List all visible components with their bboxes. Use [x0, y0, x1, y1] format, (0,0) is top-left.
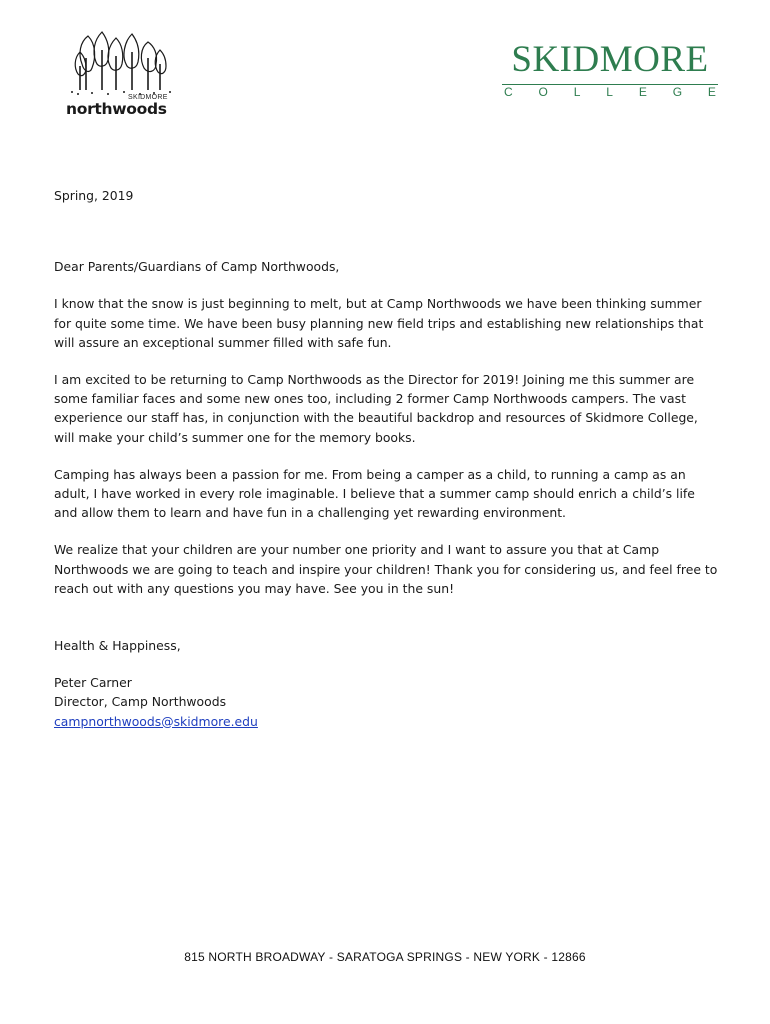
signature-title: Director, Camp Northwoods: [54, 694, 227, 710]
college-letter: E: [707, 85, 716, 99]
college-wordmark: [500, 85, 720, 100]
college-letter: O: [538, 85, 548, 99]
email-link[interactable]: campnorthwoods@skidmore.edu: [54, 713, 258, 729]
college-letter: E: [638, 85, 647, 99]
college-letter: L: [573, 85, 581, 99]
letter-salutation: Dear Parents/Guardians of Camp Northwoods,: [54, 259, 340, 275]
college-letter: G: [672, 85, 683, 99]
footer-address: 815 NORTH BROADWAY - SARATOGA SPRINGS - NEW YORK - 12866: [184, 950, 586, 964]
college-letter: L: [606, 85, 613, 99]
college-letter: C: [504, 85, 513, 99]
letter-paragraph: I know that the snow is just beginning to melt, but at Camp Northwoods we have been thinking summer for quite some time. We have been busy planning new field trips and establishing new relationships that will assure an exceptional summer filled with safe fun.: [54, 296, 704, 350]
trees-logo-icon: [62, 28, 184, 100]
signature-name: Peter Carner: [54, 675, 132, 691]
letter-paragraph: I am excited to be returning to Camp Northwoods as the Director for 2019! Joining me this summer are some familiar faces and some new ones too, including 2 former Camp Northwoods campers. The vast experience our staff has, in conjunction with the beautiful backdrop and resources of Skidmore College, will make your child’s summer one for the memory books.: [54, 372, 698, 445]
skidmore-wordmark: SKIDMORE: [511, 39, 709, 80]
northwoods-logo-wordmark: northwoods: [66, 100, 167, 118]
letter-paragraph: Camping has always been a passion for me. From being a camper as a child, to running a camp as an adult, I have worked in every role imaginable. I believe that a summer camp should enrich a child’s life and allow them to learn and have fun in a challenging yet rewarding environment.: [54, 466, 695, 521]
northwoods-logo-small-text: SKIDMORE: [128, 94, 168, 101]
letter-paragraph: We realize that your children are your number one priority and I want to assure you that at Camp Northwoods we are going to teach and inspire your children! Thank you for considering us, and feel free to reach out with any questions you may have. See you in the sun!: [54, 542, 718, 596]
skidmore-college-logo: [500, 40, 720, 100]
northwoods-logo: [62, 28, 184, 124]
letter-body: [54, 186, 722, 731]
letter-closing: Health & Happiness,: [54, 638, 181, 654]
letter-date: Spring, 2019: [54, 188, 134, 203]
